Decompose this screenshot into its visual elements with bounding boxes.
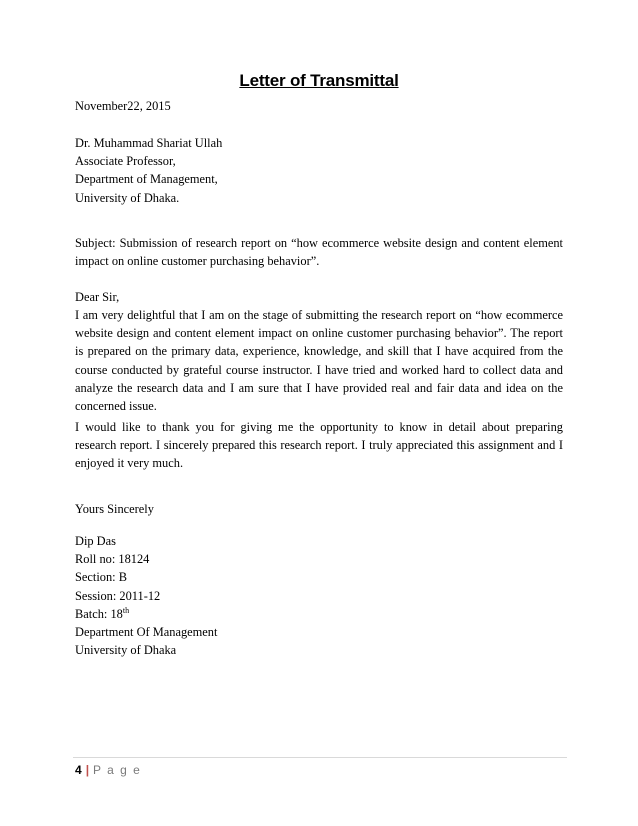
date: [75, 97, 563, 115]
date-text: November22, 2015: [75, 99, 171, 113]
sender-university: University of Dhaka: [75, 643, 177, 658]
body-line: research report. I sincerely prepared this research report. I truly appreciated this assignment and I: [75, 438, 563, 453]
body-line: is prepared on the primary data, experience, knowledge, and skill that I have acquired from the: [75, 344, 563, 359]
subject-line: impact on online customer purchasing behavior”.: [75, 254, 320, 269]
page-footer: [75, 763, 141, 777]
salutation: [75, 288, 563, 306]
sender-department: Department Of Management: [75, 625, 218, 640]
subject-paragraph: [75, 234, 563, 270]
recipient-position: Associate Professor,: [75, 154, 176, 169]
batch-superscript: th: [122, 605, 130, 615]
closing: [75, 500, 563, 518]
footer-divider: [73, 757, 567, 758]
recipient-block: [75, 134, 563, 207]
body-paragraph-2: [75, 418, 563, 473]
salutation-text: Dear Sir,: [75, 290, 120, 304]
body-line: enjoyed it very much.: [75, 456, 184, 471]
subject-line: Subject: Submission of research report on “how ecommerce website design and content element: [75, 236, 563, 250]
sender-name: Dip Das: [75, 534, 116, 548]
body-line: website design and content element impact on online customer purchasing behavior”. The report: [75, 326, 563, 341]
batch-text: Batch: 18: [75, 606, 123, 621]
sender-batch: [75, 605, 563, 623]
body-paragraph-1: [75, 306, 563, 415]
body-line: course conducted by grateful course instructor. I have tried and worked hard to collect data and: [75, 362, 563, 377]
sender-section: Section: B: [75, 570, 127, 585]
body-line: I would like to thank you for giving me the opportunity to know in detail about preparing: [75, 420, 563, 434]
page-label: P a g e: [93, 763, 142, 777]
closing-text: Yours Sincerely: [75, 502, 154, 516]
recipient-university: University of Dhaka.: [75, 190, 180, 205]
footer-separator: |: [85, 763, 90, 777]
body-line: concerned issue.: [75, 399, 157, 414]
sender-session: Session: 2011-12: [75, 588, 161, 603]
body-line: I am very delightful that I am on the stage of submitting the research report on “how ecommerce: [75, 308, 563, 322]
sender-roll: Roll no: 18124: [75, 552, 150, 567]
body-line: analyze the research data and I am sure that I have provided real and fair data and idea on the: [75, 380, 563, 395]
page-title: Letter of Transmittal: [239, 71, 399, 90]
sender-block: [75, 532, 563, 659]
recipient-name: Dr. Muhammad Shariat Ullah: [75, 136, 223, 150]
recipient-department: Department of Management,: [75, 172, 218, 187]
page-number: 4: [75, 763, 82, 777]
